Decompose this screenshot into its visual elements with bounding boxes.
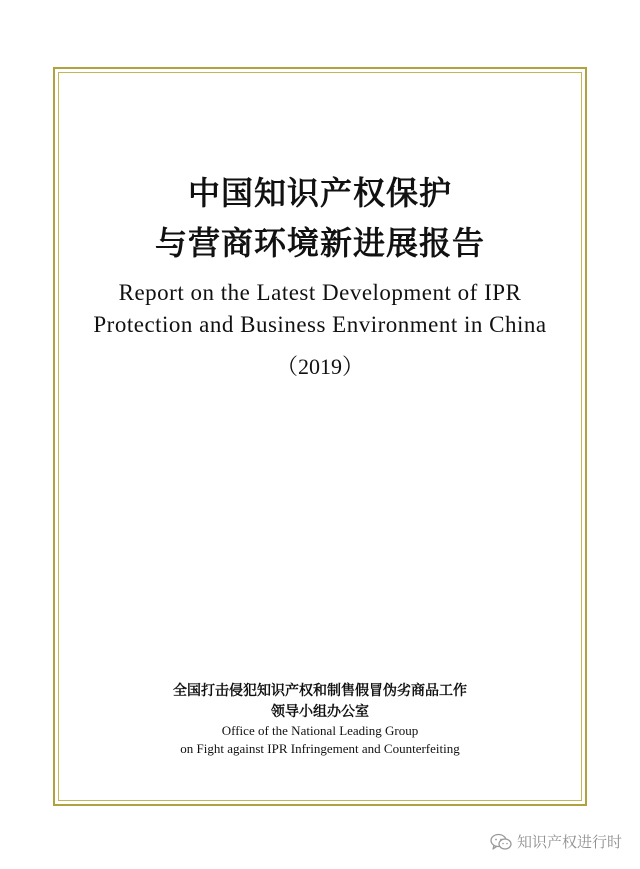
title-en-line-2: Protection and Business Environment in China — [93, 312, 547, 337]
watermark-text: 知识产权进行时 — [516, 833, 622, 851]
title-zh-line-1: 中国知识产权保护 — [187, 174, 452, 212]
report-year: （2019） — [275, 354, 364, 379]
title-zh-line-2: 与营商环境新进展报告 — [154, 224, 485, 262]
wechat-icon — [490, 833, 512, 851]
publisher-en-line-2: on Fight against IPR Infringement and Counterfeiting — [180, 741, 460, 756]
publisher-zh-line-2: 领导小组办公室 — [271, 704, 369, 720]
publisher-en-line-1: Office of the National Leading Group — [221, 723, 419, 738]
title-en-line-1: Report on the Latest Development of IPR — [118, 280, 522, 305]
publisher-zh-line-1: 全国打击侵犯知识产权和制售假冒伪劣商品工作 — [173, 683, 467, 699]
wechat-watermark — [490, 831, 622, 852]
